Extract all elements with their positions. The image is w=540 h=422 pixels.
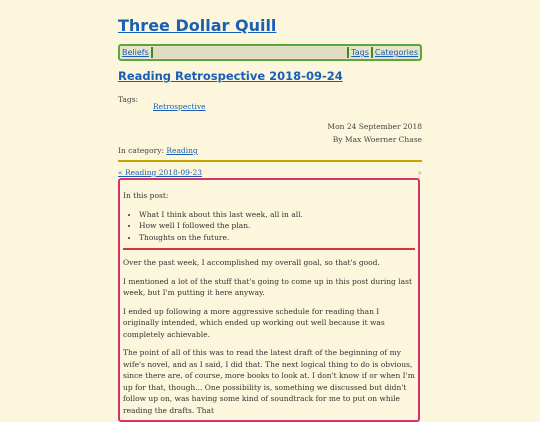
paragraph: I mentioned a lot of the stuff that's going to come up in this post during last week, but I'm putting it here anyway. [123,276,412,297]
list-item: • What I think about this last week, all in all. [139,209,415,221]
nav-link-tags[interactable]: Tags [351,48,369,57]
site-title-link[interactable]: Three Dollar Quill [118,16,277,35]
intro-text: In this post: [123,191,169,200]
post-category [118,146,198,155]
prev-post-link[interactable]: « Reading 2018-09-23 [118,168,202,177]
toc-list [123,209,415,244]
section-divider [123,248,415,250]
tag-link-retrospective[interactable]: Retrospective [153,102,206,111]
top-nav-bar [118,44,422,61]
post-author: By Max Woerner Chase [332,135,422,144]
nav-spacer [153,47,347,58]
article-content [118,178,420,422]
category-link-reading[interactable]: Reading [166,146,198,155]
paragraph: The point of all of this was to read the latest draft of the beginning of my wife's novel, and as I said, I did that. The next logical thing to do is obvious, since there are, of course, more books to look at. I don't know if or when I'm up for that, though... One possibility is, something we discussed but didn't follow up on, was having some kind of soundtrack for me to put on while reading the drafts. That [123,348,415,415]
category-prefix: In category: [118,146,164,155]
nav-link-categories[interactable]: Categories [374,48,418,57]
divider [118,160,422,162]
paragraph: I ended up following a more aggressive schedule for reading than I originally intended, which ended up working out well because it was completely achievable. [123,306,385,339]
list-item: • Thoughts on the future. [139,232,415,244]
paragraph: Over the past week, I accomplished my overall goal, so that's good. [123,258,380,267]
next-post-marker: » [417,168,422,177]
tags-label: Tags: [118,95,139,104]
post-title-link[interactable]: Reading Retrospective 2018-09-24 [118,69,343,83]
nav-link-beliefs[interactable]: Beliefs [122,48,149,57]
list-item: • How well I followed the plan. [139,220,415,232]
post-date: Mon 24 September 2018 [327,122,422,131]
